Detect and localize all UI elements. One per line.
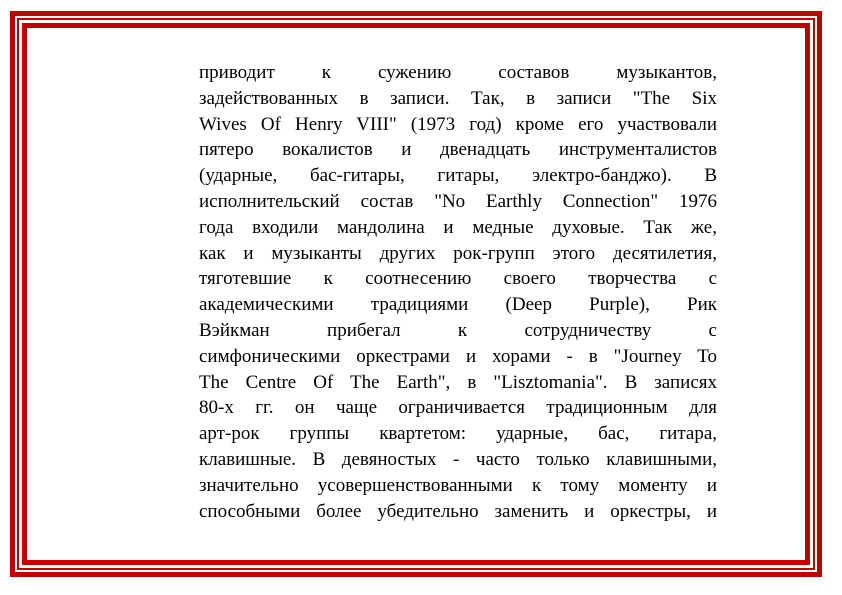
text-line: (ударные, бас-гитары, гитары, электро-банджо). В bbox=[199, 165, 717, 187]
text-line: симфоническими оркестрами и хорами - в "Journey To bbox=[199, 345, 717, 367]
text-line: тяготевшие к соотнесению своего творчества с bbox=[199, 268, 717, 290]
text-line: The Centre Of The Earth", в "Lisztomania". В записях bbox=[199, 371, 717, 393]
text-line: года входили мандолина и медные духовые. Так же, bbox=[199, 216, 717, 238]
text-line: арт-рок группы квартетом: ударные, бас, гитара, bbox=[199, 423, 717, 445]
text-line: клавишные. В девяностых - часто только клавишными, bbox=[199, 448, 717, 470]
text-line: 80-х гг. он чаще ограничивается традиционным для bbox=[199, 397, 717, 419]
text-line: приводит к сужению составов музыкантов, bbox=[199, 62, 717, 83]
text-line: Wives Of Henry VIII" (1973 год) кроме его участвовали bbox=[199, 113, 717, 135]
text-line: способными более убедительно заменить и оркестры, и bbox=[199, 500, 717, 522]
body-text bbox=[199, 60, 717, 524]
text-line: пятеро вокалистов и двенадцать инструменталистов bbox=[199, 139, 717, 161]
text-line: исполнительский состав "No Earthly Connection" 1976 bbox=[199, 190, 717, 212]
text-line: академическими традициями (Deep Purple), Рик bbox=[199, 294, 717, 316]
text-line: Вэйкман прибегал к сотрудничеству с bbox=[199, 319, 717, 341]
text-line: значительно усовершенствованными к тому моменту и bbox=[199, 474, 717, 496]
text-line: задействованных в записи. Так, в записи "The Six bbox=[199, 87, 717, 109]
text-line: как и музыканты других рок-групп этого десятилетия, bbox=[199, 242, 717, 264]
